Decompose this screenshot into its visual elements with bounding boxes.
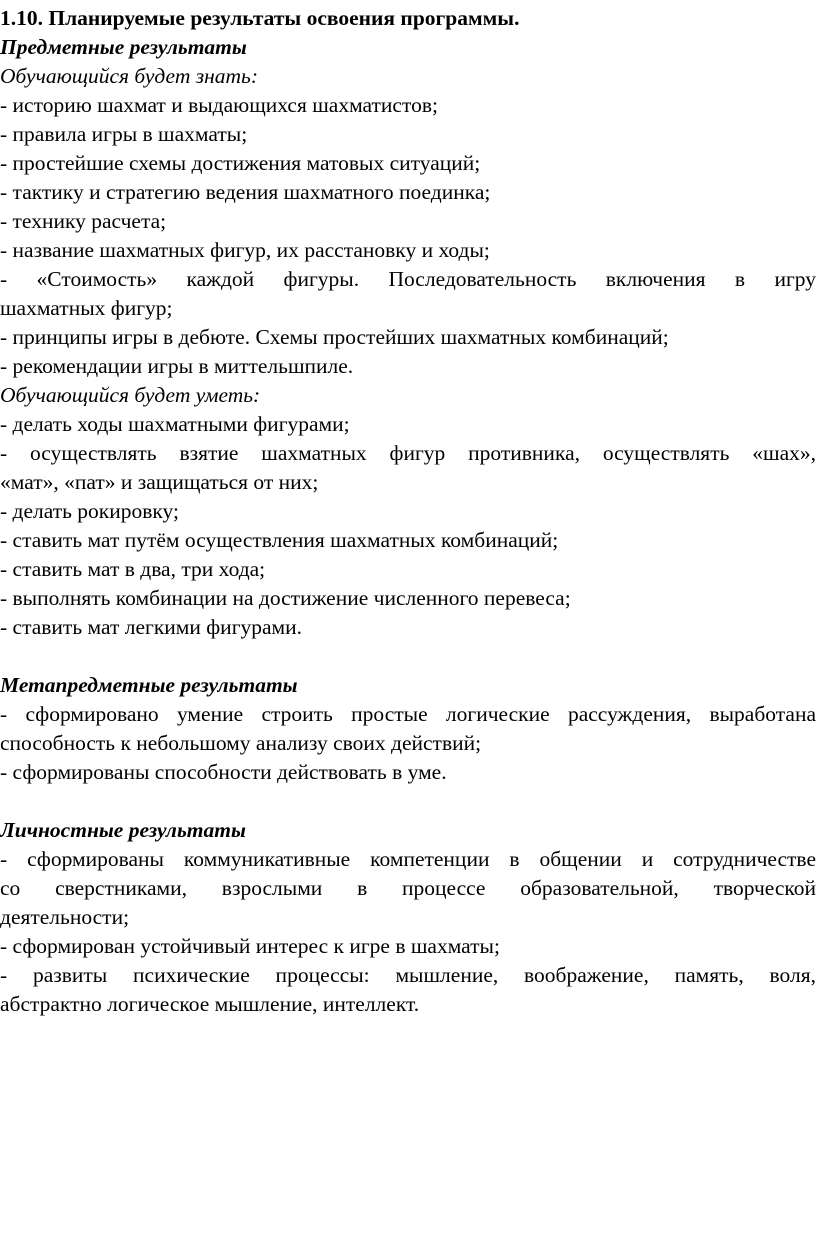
- list-item: - принципы игры в дебюте. Схемы простейших шахматных комбинаций;: [0, 325, 669, 349]
- personal-results-heading: Личностные результаты: [0, 818, 246, 842]
- list-item-continuation: шахматных фигур;: [0, 296, 173, 320]
- list-item: - делать рокировку;: [0, 499, 179, 523]
- list-item: - «Стоимость» каждой фигуры. Последовательность включения в игру: [0, 267, 816, 291]
- list-item: - правила игры в шахматы;: [0, 122, 248, 146]
- subject-results-heading: Предметные результаты: [0, 35, 247, 59]
- list-item-continuation: абстрактно логическое мышление, интеллект.: [0, 992, 420, 1016]
- know-label: Обучающийся будет знать:: [0, 64, 258, 88]
- blank-line: [0, 787, 816, 816]
- list-item: - технику расчета;: [0, 209, 167, 233]
- list-item: - выполнять комбинации на достижение численного перевеса;: [0, 586, 571, 610]
- list-item: - сформировано умение строить простые логические рассуждения, выработана: [0, 702, 816, 726]
- list-item: - сформированы коммуникативные компетенции в общении и сотрудничестве: [0, 847, 816, 871]
- list-item-continuation: со сверстниками, взрослыми в процессе образовательной, творческой: [0, 876, 816, 900]
- list-item: - ставить мат легкими фигурами.: [0, 615, 303, 639]
- meta-results-heading: Метапредметные результаты: [0, 673, 298, 697]
- list-item: - историю шахмат и выдающихся шахматистов;: [0, 93, 438, 117]
- list-item: - простейшие схемы достижения матовых ситуаций;: [0, 151, 481, 175]
- list-item: - рекомендации игры в миттельшпиле.: [0, 354, 354, 378]
- list-item: - делать ходы шахматными фигурами;: [0, 412, 350, 436]
- document-title: 1.10. Планируемые результаты освоения программы.: [0, 6, 520, 30]
- document-page: [0, 4, 816, 1019]
- list-item: - развиты психические процессы: мышление, воображение, память, воля,: [0, 963, 816, 987]
- list-item-continuation: «мат», «пат» и защищаться от них;: [0, 470, 319, 494]
- list-item-continuation: деятельности;: [0, 905, 130, 929]
- blank-line: [0, 642, 816, 671]
- can-label: Обучающийся будет уметь:: [0, 383, 261, 407]
- list-item: - сформирован устойчивый интерес к игре в шахматы;: [0, 934, 500, 958]
- list-item: - ставить мат путём осуществления шахматных комбинаций;: [0, 528, 559, 552]
- list-item: - название шахматных фигур, их расстановку и ходы;: [0, 238, 490, 262]
- list-item: - ставить мат в два, три хода;: [0, 557, 266, 581]
- list-item: - тактику и стратегию ведения шахматного поединка;: [0, 180, 491, 204]
- list-item: - сформированы способности действовать в уме.: [0, 760, 447, 784]
- list-item: - осуществлять взятие шахматных фигур противника, осуществлять «шах»,: [0, 441, 816, 465]
- list-item-continuation: способность к небольшому анализу своих действий;: [0, 731, 482, 755]
